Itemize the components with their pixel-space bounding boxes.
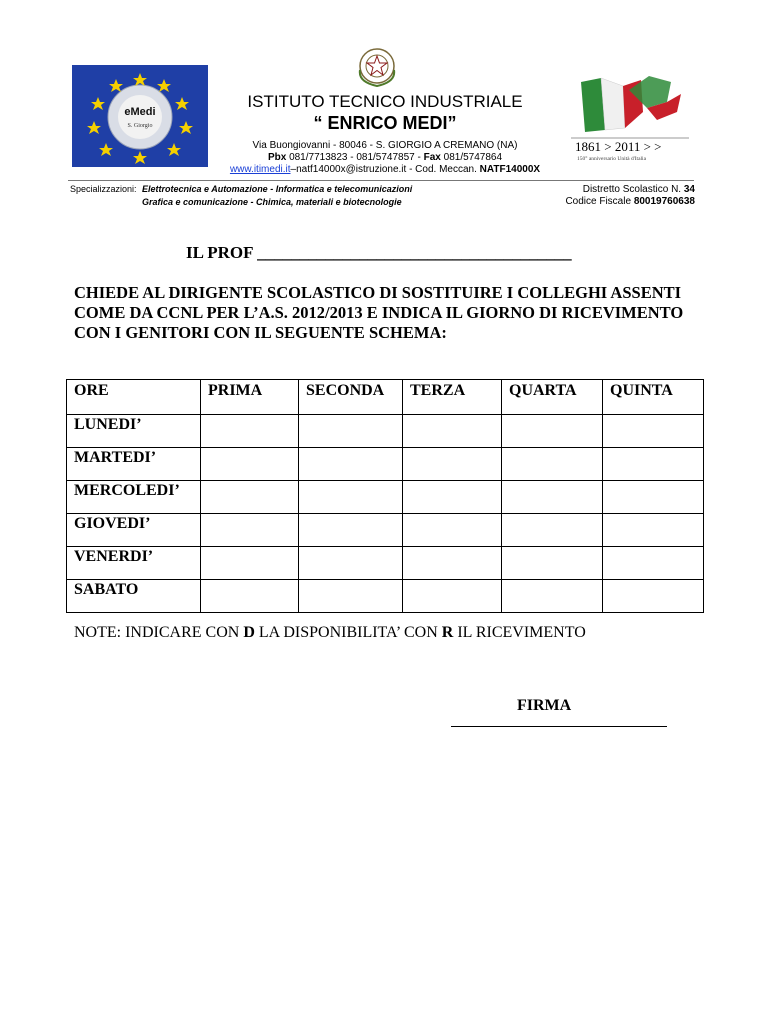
specializations-label: Specializzazioni: <box>70 184 137 194</box>
schedule-cell[interactable] <box>201 514 299 547</box>
fiscal-code <box>565 196 695 207</box>
schedule-cell[interactable] <box>201 481 299 514</box>
reception-schedule-table <box>66 379 704 613</box>
republic-emblem-icon <box>354 44 400 90</box>
district-label: Distretto Scolastico N. <box>582 184 682 195</box>
schedule-cell[interactable] <box>502 580 603 613</box>
schedule-cell[interactable] <box>502 415 603 448</box>
schedule-cell[interactable] <box>502 547 603 580</box>
header-cell-third: TERZA <box>403 380 502 415</box>
schedule-cell[interactable] <box>403 514 502 547</box>
school-name: “ ENRICO MEDI” <box>313 113 457 133</box>
schedule-cell[interactable] <box>201 415 299 448</box>
day-label: MERCOLEDI’ <box>67 481 201 514</box>
note-suffix: IL RICEVIMENTO <box>453 624 586 641</box>
schedule-cell[interactable] <box>403 448 502 481</box>
note-d-letter: D <box>243 624 255 641</box>
phone-label: Pbx <box>267 152 287 163</box>
schedule-cell[interactable] <box>603 514 704 547</box>
fax-number: 081/5747864 <box>443 152 503 163</box>
schedule-cell[interactable] <box>403 415 502 448</box>
schedule-cell[interactable] <box>502 448 603 481</box>
table-row <box>67 547 704 580</box>
anniversary-caption: 150° anniversario Unità d'Italia <box>577 156 647 162</box>
schedule-cell[interactable] <box>403 580 502 613</box>
day-label: VENERDI’ <box>67 547 201 580</box>
header-cell-first: PRIMA <box>201 380 299 415</box>
fax-label: Fax <box>423 152 441 163</box>
note-text <box>74 624 586 642</box>
svg-text:eMedi: eMedi <box>124 106 156 118</box>
day-label: LUNEDI’ <box>67 415 201 448</box>
school-type: ISTITUTO TECNICO INDUSTRIALE <box>247 92 523 111</box>
phone-numbers: 081/7713823 - 081/5747857 - <box>289 152 421 163</box>
website-link[interactable]: www.itimedi.it <box>229 164 291 175</box>
note-r-letter: R <box>441 624 454 641</box>
eu-stars-emblem-icon <box>72 65 208 167</box>
svg-text:S. Giorgio: S. Giorgio <box>127 123 153 129</box>
schedule-cell[interactable] <box>299 547 403 580</box>
anniversary-logo <box>571 72 689 166</box>
schedule-cell[interactable] <box>502 481 603 514</box>
header-cell-fourth: QUARTA <box>502 380 603 415</box>
table-row <box>67 481 704 514</box>
school-district <box>583 184 695 195</box>
schedule-cell[interactable] <box>201 547 299 580</box>
school-address: Via Buongiovanni - 80046 - S. GIORGIO A CREMANO (NA) <box>252 140 518 151</box>
professor-name-field[interactable]: IL PROF _____________________________________ <box>186 243 572 262</box>
header-cell-second: SECONDA <box>299 380 403 415</box>
schedule-cell[interactable] <box>502 514 603 547</box>
schedule-cell[interactable] <box>603 481 704 514</box>
district-number: 34 <box>683 184 695 195</box>
schedule-cell[interactable] <box>299 448 403 481</box>
note-prefix: NOTE: INDICARE CON <box>74 624 244 641</box>
schedule-cell[interactable] <box>299 580 403 613</box>
signature-label: FIRMA <box>517 697 572 714</box>
fiscal-label: Codice Fiscale <box>565 196 632 207</box>
fiscal-code-value: 80019760638 <box>633 196 695 207</box>
schedule-cell[interactable] <box>603 415 704 448</box>
schedule-cell[interactable] <box>603 547 704 580</box>
schedule-cell[interactable] <box>299 415 403 448</box>
table-header-row <box>67 380 704 415</box>
header-divider <box>68 180 694 181</box>
schedule-cell[interactable] <box>603 448 704 481</box>
school-logo <box>72 65 208 167</box>
school-phones <box>200 152 570 163</box>
schedule-cell[interactable] <box>603 580 704 613</box>
note-middle: LA DISPONIBILITA’ CON <box>254 624 442 641</box>
email-and-code: –natf14000x@istruzione.it - Cod. Meccan. <box>290 164 477 175</box>
day-label: SABATO <box>67 580 201 613</box>
table-row <box>67 448 704 481</box>
table-row <box>67 580 704 613</box>
table-row <box>67 514 704 547</box>
schedule-cell[interactable] <box>299 481 403 514</box>
school-contacts <box>200 164 570 175</box>
schedule-cell[interactable] <box>299 514 403 547</box>
specializations-line-2: Grafica e comunicazione - Chimica, materiali e biotecnologie <box>142 197 402 207</box>
request-text: CHIEDE AL DIRIGENTE SCOLASTICO DI SOSTITUIRE I COLLEGHI ASSENTI COME DA CCNL PER L’A.S. 2012/2013 E INDICA IL GIORNO DI RICEVIMENTO CON I GENITORI CON IL SEGUENTE SCHEMA: <box>74 283 684 342</box>
day-label: GIOVEDI’ <box>67 514 201 547</box>
mechanographic-code: NATF14000X <box>479 164 541 175</box>
schedule-cell[interactable] <box>403 547 502 580</box>
table-row <box>67 415 704 448</box>
specializations-line-1: Elettrotecnica e Automazione - Informatica e telecomunicazioni <box>142 184 413 194</box>
header-cell-hours: ORE <box>67 380 201 415</box>
schedule-cell[interactable] <box>403 481 502 514</box>
signature-line[interactable] <box>451 726 667 727</box>
header-cell-fifth: QUINTA <box>603 380 704 415</box>
schedule-cell[interactable] <box>201 580 299 613</box>
day-label: MARTEDI’ <box>67 448 201 481</box>
schedule-cell[interactable] <box>201 448 299 481</box>
anniversary-years: 1861 > 2011 > > <box>575 139 662 154</box>
